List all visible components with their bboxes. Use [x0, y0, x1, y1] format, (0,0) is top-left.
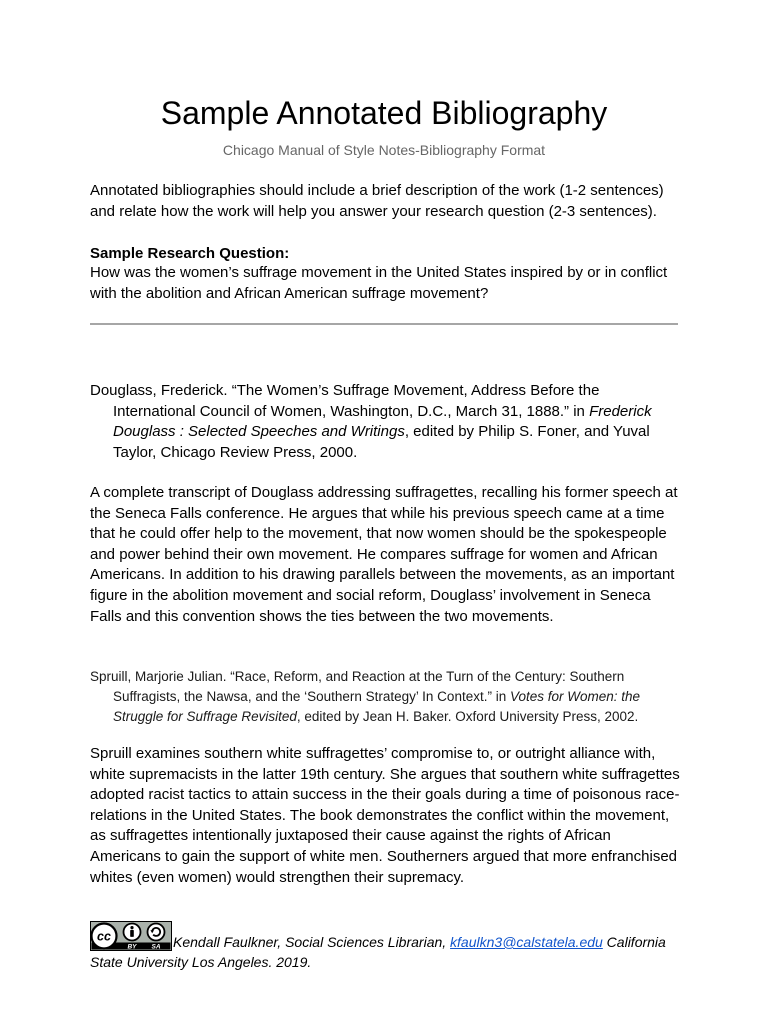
citation-text: , edited by Jean H. Baker. Oxford University Press, 2002.: [296, 709, 639, 724]
footer-affiliation: California State University Los Angeles. 2019.: [90, 934, 666, 970]
citation-text: Spruill, Marjorie Julian. “Race, Reform, and Reaction at the Turn of the Century: Southern Suffragists, the Nawsa, and the ‘Southern Strategy’ In Context.” in: [90, 669, 625, 704]
annotation-spruill: Spruill examines southern white suffragettes’ compromise to, or outright alliance with, white supremacists in the latter 19th century. She argues that southern white suffragettes adopted racist tactics to attain success in the their goals during a time of poisonous race-relations in the United States. The book demonstrates the conflict within the movement, as suffragettes intentionally juxtaposed their cause against the rights of African Americans to gain the support of white men. Southerners argued that more enfranchised whites (even women) would strengthen their supremacy.: [90, 745, 680, 886]
page-title: Sample Annotated Bibliography: [160, 95, 608, 131]
footer-credit: [90, 921, 680, 972]
research-question-text: How was the women’s suffrage movement in the United States inspired by or in conflict with the abolition and African American suffrage movement?: [90, 264, 668, 302]
research-question-label: Sample Research Question:: [90, 245, 290, 262]
footer-author: Kendall Faulkner, Social Sciences Librarian,: [173, 934, 451, 950]
citation-book-title: Votes for Women: the Struggle for Suffrage Revisited: [113, 689, 641, 724]
citation-spruill: [90, 667, 680, 727]
citation-text: Douglass, Frederick. “The Women’s Suffrage Movement, Address Before the International Council of Women, Washington, D.C., March 31, 1888.” in: [90, 382, 600, 420]
svg-text:cc: cc: [97, 929, 111, 944]
citation-text: , edited by Philip S. Foner, and Yuval Taylor, Chicago Review Press, 2000.: [113, 423, 650, 461]
cc-by-sa-icon[interactable]: [90, 921, 172, 951]
license-label-by: BY: [127, 943, 137, 951]
license-label-sa: SA: [151, 943, 161, 951]
section-divider: [90, 323, 678, 325]
citation-book-title: Frederick Douglass : Selected Speeches and Writings: [113, 402, 652, 441]
citation-douglass: [90, 381, 680, 463]
email-link[interactable]: kfaulkn3@calstatela.edu: [450, 934, 603, 950]
annotation-douglass: A complete transcript of Douglass addressing suffragettes, recalling his former speech at the Seneca Falls conference. He argues that while his previous speech came at a time that he could offer help to the movement, that now women should be the spokespeople and power behind their own movement. He compares suffrage for women and African Americans. In addition to his drawing parallels between the movements, as an important figure in the abolition movement and social reform, Douglass’ involvement in Seneca Falls and this convention shows the ties between the two movements.: [90, 484, 678, 625]
intro-paragraph: Annotated bibliographies should include a brief description of the work (1-2 sentences) and relate how the work will help you answer your research question (2-3 sentences).: [90, 182, 664, 220]
page-subtitle: Chicago Manual of Style Notes-Bibliography Format: [222, 142, 546, 158]
